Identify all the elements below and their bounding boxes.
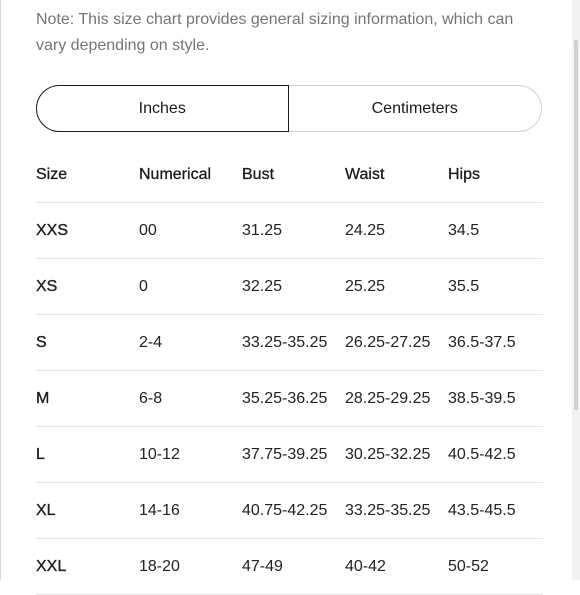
column-header-hips: Hips (448, 165, 481, 183)
column-header-size: Size (36, 165, 68, 183)
cell-numerical: 14-16 (139, 501, 180, 519)
table-row (36, 539, 543, 595)
cell-bust: 33.25-35.25 (242, 333, 328, 351)
column-header-numerical: Numerical (139, 165, 212, 183)
cell-bust: 35.25-36.25 (242, 389, 328, 407)
unit-option-inches[interactable]: Inches (36, 85, 289, 132)
cell-waist: 28.25-29.25 (345, 389, 431, 407)
cell-waist: 33.25-35.25 (345, 501, 431, 519)
size-chart-table (36, 147, 543, 595)
cell-size: XXS (36, 221, 69, 239)
cell-size: XXL (36, 557, 67, 575)
scrollbar-thumb[interactable] (574, 40, 578, 410)
size-chart-note: Note: This size chart provides general sizing information, which can vary depending on style. (36, 11, 514, 54)
cell-hips: 34.5 (448, 221, 480, 239)
cell-waist: 24.25 (345, 221, 386, 239)
cell-numerical: 0 (139, 277, 148, 295)
table-header-row (36, 147, 543, 203)
cell-bust: 32.25 (242, 277, 283, 295)
cell-waist: 30.25-32.25 (345, 445, 431, 463)
cell-size: XL (36, 501, 56, 519)
cell-waist: 26.25-27.25 (345, 333, 431, 351)
page-left-border (0, 0, 1, 580)
table-row (36, 371, 543, 427)
cell-numerical: 2-4 (139, 333, 163, 351)
table-row (36, 259, 543, 315)
cell-size: L (36, 445, 45, 463)
cell-hips: 35.5 (448, 277, 480, 295)
table-row (36, 483, 543, 539)
column-header-waist: Waist (345, 165, 385, 183)
cell-hips: 50-52 (448, 557, 489, 575)
cell-bust: 47-49 (242, 557, 283, 575)
cell-hips: 38.5-39.5 (448, 389, 516, 407)
cell-numerical: 00 (139, 221, 157, 239)
cell-hips: 36.5-37.5 (448, 333, 516, 351)
table-row (36, 427, 543, 483)
unit-option-centimeters[interactable]: Centimeters (371, 99, 458, 117)
cell-hips: 43.5-45.5 (448, 501, 516, 519)
unit-toggle (36, 85, 542, 132)
cell-bust: 37.75-39.25 (242, 445, 328, 463)
cell-hips: 40.5-42.5 (448, 445, 516, 463)
cell-waist: 25.25 (345, 277, 386, 295)
cell-numerical: 6-8 (139, 389, 163, 407)
table-row (36, 203, 543, 259)
cell-bust: 31.25 (242, 221, 283, 239)
cell-numerical: 10-12 (139, 445, 180, 463)
cell-size: M (36, 389, 50, 407)
column-header-bust: Bust (242, 165, 275, 183)
table-row (36, 315, 543, 371)
cell-size: S (36, 333, 47, 351)
cell-bust: 40.75-42.25 (242, 501, 328, 519)
cell-size: XS (36, 277, 58, 295)
cell-numerical: 18-20 (139, 557, 180, 575)
scrollbar[interactable] (572, 0, 580, 580)
cell-waist: 40-42 (345, 557, 386, 575)
